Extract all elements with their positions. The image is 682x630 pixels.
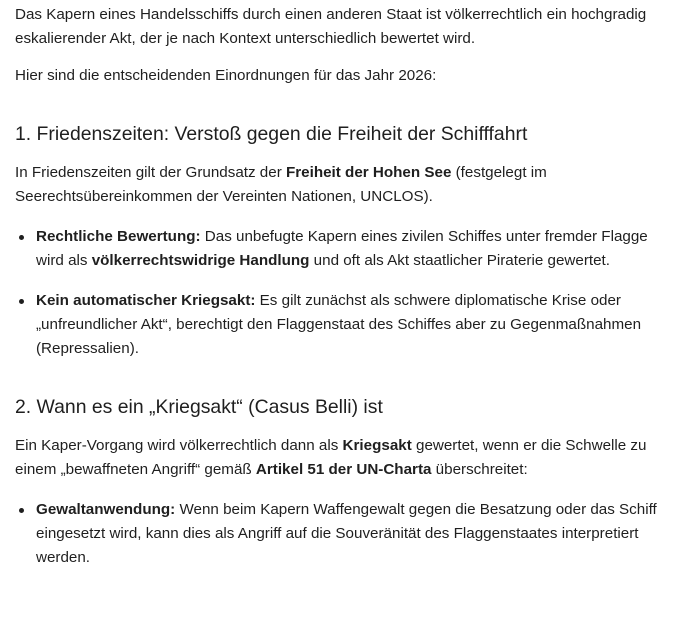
intro-paragraph: Das Kapern eines Handelsschiffs durch einen anderen Staat ist völkerrechtlich ein hochgradig eskalierender Akt, der je nach Kontext unterschiedlich bewertet wird. [15, 6, 647, 47]
section-2-paragraph [15, 434, 670, 482]
section-1-list [15, 225, 670, 361]
section-1-text: In Friedenszeiten gilt der Grundsatz der [15, 164, 286, 181]
bullet-icon [19, 299, 24, 304]
section-1-heading: 1. Friedenszeiten: Verstoß gegen die Freiheit der Schifffahrt [15, 123, 528, 145]
section-1-text: (festgelegt im Seerechtsübereinkommen der Vereinten Nationen, UNCLOS). [15, 164, 547, 205]
list-item-text: Wenn beim Kapern Waffengewalt gegen die Besatzung oder das Schiff eingesetzt wird, kann dies als Angriff auf die Souveränität des Flaggenstaates interpretiert werden. [36, 501, 657, 566]
list-item [15, 225, 670, 273]
section-2-text: überschreitet: [431, 461, 528, 478]
bullet-icon [19, 235, 24, 240]
section-2-bold-term: Kriegsakt [342, 437, 412, 454]
section-2-heading: 2. Wann es ein „Kriegsakt“ (Casus Belli) ist [15, 396, 383, 418]
section-2-text: Ein Kaper-Vorgang wird völkerrechtlich dann als [15, 437, 343, 454]
bullet-icon [19, 508, 24, 513]
list-item-text: Das unbefugte Kapern eines zivilen Schiffes unter fremder Flagge wird als [36, 228, 648, 269]
section-1-bold-term: Freiheit der Hohen See [285, 164, 452, 181]
list-item-text: und oft als Akt staatlicher Piraterie gewertet. [309, 252, 610, 269]
list-item [15, 289, 670, 361]
section-2-text: gewertet, wenn er die Schwelle zu einem „bewaffneten Angriff“ gemäß [15, 437, 647, 478]
list-item-label: Gewaltanwendung: [36, 501, 176, 518]
intro-paragraph-2: Hier sind die entscheidenden Einordnungen für das Jahr 2026: [15, 67, 437, 84]
list-item-label: Kein automatischer Kriegsakt: [36, 292, 256, 309]
list-item-bold-term: völkerrechtswidrige Handlung [91, 252, 310, 269]
section-1-paragraph [15, 161, 670, 209]
list-item-label: Rechtliche Bewertung: [36, 228, 201, 245]
section-2-list [15, 498, 670, 570]
list-item-text: Es gilt zunächst als schwere diplomatische Krise oder „unfreundlicher Akt“, berechtigt den Flaggenstaat des Schiffes aber zu Gegenmaßnahmen (Repressalien). [36, 292, 642, 357]
section-2-bold-term: Artikel 51 der UN-Charta [255, 461, 432, 478]
list-item [15, 498, 670, 570]
